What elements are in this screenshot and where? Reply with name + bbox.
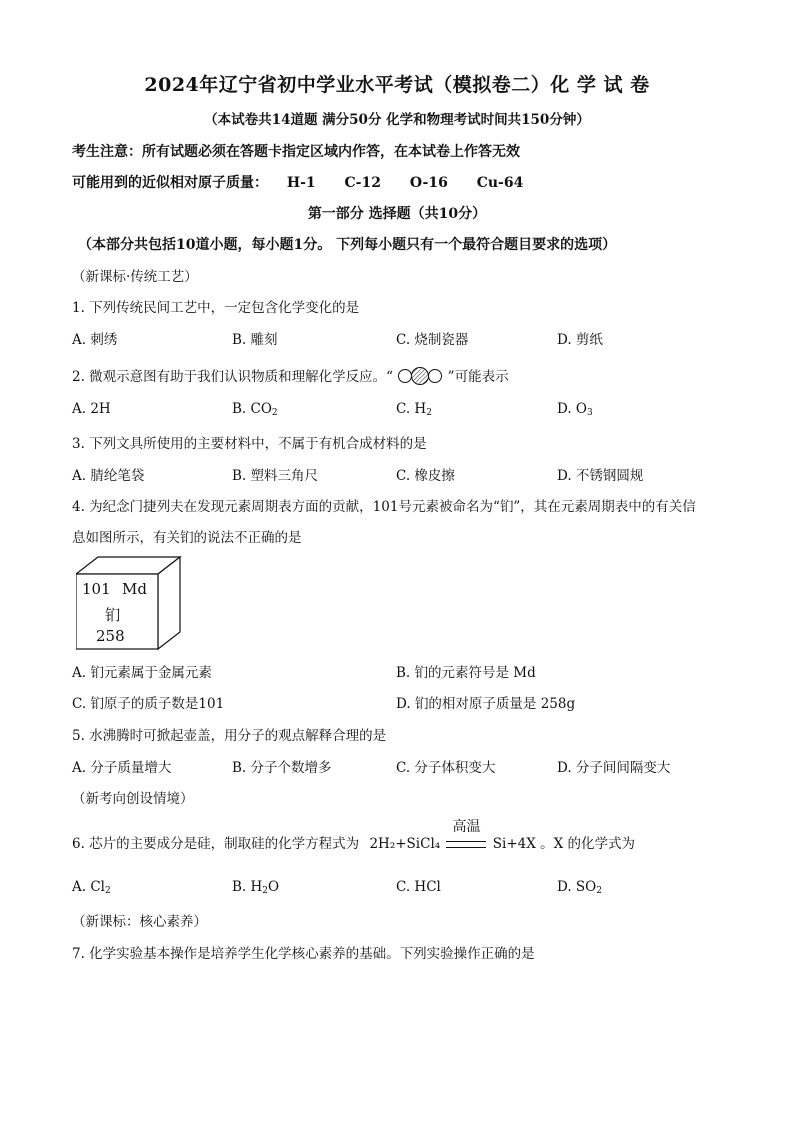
element-atomic-number: 101 (82, 580, 111, 598)
atomic-mass-label: 可能用到的近似相对原子质量： (72, 175, 268, 191)
question-4-stem-line-1: 4. 为纪念门捷列夫在发现元素周期表方面的贡献，101号元素被命名为“钔”，其在元素周期表中的有关信 (72, 499, 696, 515)
section-tag: （新课标：核心素养） (72, 914, 207, 930)
q3-option-d: D. 不锈钢圆规 (557, 468, 644, 484)
question-2-stem (72, 365, 509, 385)
atomic-mass-h: H-1 (286, 175, 316, 191)
q2-option-d: D. $O_3$ (557, 401, 593, 418)
part1-title: 第一部分 选择题（共10分） (307, 206, 487, 222)
question-1-stem: 1. 下列传统民间工艺中，一定包含化学变化的是 (72, 300, 360, 316)
q2-option-a: A. 2H (72, 401, 111, 417)
question-7-stem: 7. 化学实验基本操作是培养学生化学核心素养的基础。下列实验操作正确的是 (72, 946, 535, 962)
q3-option-a: A. 腈纶笔袋 (72, 468, 145, 484)
element-symbol: Md (122, 580, 147, 598)
q1-option-c: C. 烧制瓷器 (396, 332, 469, 348)
question-6-stem (72, 819, 636, 852)
atomic-mass-c: C-12 (344, 175, 381, 191)
element-cube-outline (76, 556, 182, 652)
page-title: 2024年辽宁省初中学业水平考试（模拟卷二）化 学 试 卷 (144, 74, 650, 96)
section-tag: （新考向创设情境） (72, 791, 194, 807)
exam-subtitle: （本试卷共14道题 满分50分 化学和物理考试时间共150分钟） (204, 112, 590, 128)
part1-description: （本部分共包括10道小题，每小题1分。 下列每小题只有一个最符合题目要求的选项） (78, 237, 617, 253)
section-tag: （新课标·传统工艺） (72, 269, 198, 285)
atomic-mass-line (72, 172, 523, 192)
q5-option-d: D. 分子间间隔变大 (557, 760, 671, 776)
q6-equation-arrow (444, 819, 488, 852)
q1-option-d: D. 剪纸 (557, 332, 603, 348)
q2-option-c: C. $H_2$ (396, 401, 432, 418)
q6-option-d: D. $SO_2$ (557, 879, 602, 896)
q4-option-a: A. 钔元素属于金属元素 (72, 665, 212, 681)
q5-option-a: A. 分子质量增大 (72, 760, 172, 776)
element-name: 钔 (105, 606, 121, 624)
atomic-mass-o: O-16 (409, 175, 448, 191)
question-4-stem-line-2: 息如图所示，有关钔的说法不正确的是 (72, 530, 302, 546)
q6-equation-left: 2H₂+SiCl₄ (369, 836, 441, 852)
q4-option-b: B. 钔的元素符号是 Md (396, 665, 536, 681)
element-tile (76, 556, 182, 652)
molecule-diagram-icon (397, 367, 443, 385)
q6-equation-right: Si+4X (492, 836, 536, 852)
q6-option-a: A. $Cl_2$ (72, 879, 111, 896)
q1-option-b: B. 雕刻 (232, 332, 278, 348)
atomic-mass-cu: Cu-64 (476, 175, 524, 191)
q1-option-a: A. 刺绣 (72, 332, 118, 348)
equals-sign-icon (446, 841, 486, 848)
q2-option-b: B. $CO_2$ (232, 401, 278, 418)
q4-option-c: C. 钔原子的质子数是101 (72, 696, 225, 712)
q6-stem-part-a: 6. 芯片的主要成分是硅，制取硅的化学方程式为 (72, 836, 360, 852)
q3-option-c: C. 橡皮擦 (396, 468, 455, 484)
q6-reaction-condition: 高温 (452, 819, 481, 835)
question-3-stem: 3. 下列文具所使用的主要材料中，不属于有机合成材料的是 (72, 436, 427, 452)
q4-option-d: D. 钔的相对原子质量是 258g (396, 696, 576, 712)
element-atomic-mass: 258 (96, 627, 125, 645)
q6-option-b: B. $H_2O$ (232, 879, 280, 896)
q2-stem-part-b: ”可能表示 (447, 369, 509, 385)
q5-option-b: B. 分子个数增多 (232, 760, 332, 776)
q5-option-c: C. 分子体积变大 (396, 760, 496, 776)
exam-notice: 考生注意：所有试题必须在答题卡指定区域内作答，在本试卷上作答无效 (72, 144, 520, 160)
q2-stem-part-a: 2. 微观示意图有助于我们认识物质和理解化学反应。“ (72, 369, 394, 385)
q6-stem-part-b: 。X 的化学式为 (540, 836, 636, 852)
question-5-stem: 5. 水沸腾时可掀起壶盖，用分子的观点解释合理的是 (72, 728, 387, 744)
q6-option-c: C. HCl (396, 879, 441, 895)
q3-option-b: B. 塑料三角尺 (232, 468, 319, 484)
